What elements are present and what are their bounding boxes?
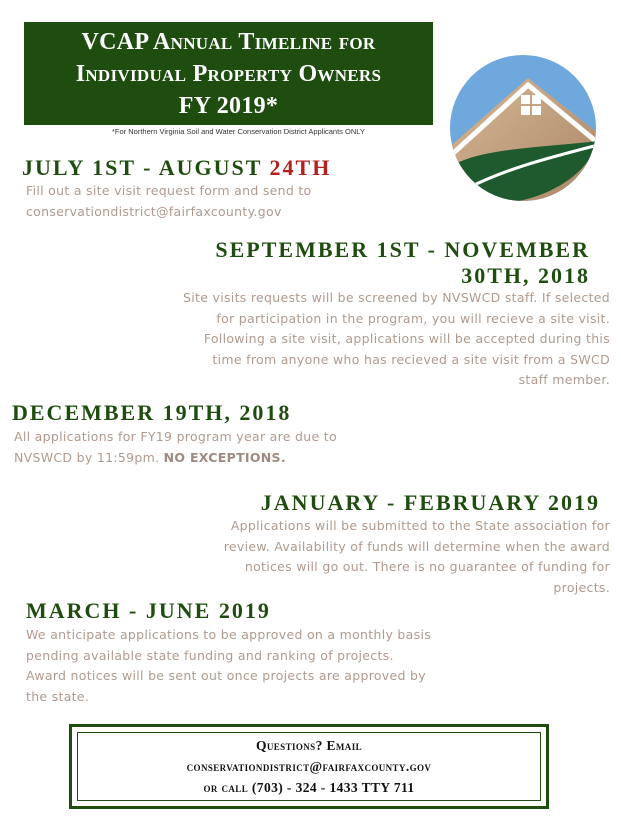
heading-line-2: 30TH, 2018 [461,263,590,288]
title-banner [24,22,433,125]
body-text: All applications for FY19 program year are due to NVSWCD by 11:59pm. [14,429,337,465]
section-heading-july-august [22,155,331,181]
title-line-2: Individual Property Owners [75,60,382,87]
title-line-1: VCAP Annual Timeline for [81,28,376,55]
house-leaf-logo-icon [448,53,598,203]
section-body-september-november: Site visits requests will be screened by NVSWCD staff. If selected for participation in the program, you will recieve a site visit. Following a site visit, applications will be accepted during this time from anyone who has recieved a site visit from a SWCD staff member. [183,290,610,387]
contact-line-1: Questions? Email [255,738,363,753]
heading-line-1: SEPTEMBER 1ST - NOVEMBER [215,237,590,262]
section-body-january-february: Applications will be submitted to the State association for review. Availability of funds will determine when the award notices will go out. There is no guarantee of funding for projects. [223,518,610,595]
section-heading-september-november [150,237,590,289]
no-exceptions-text: NO EXCEPTIONS. [163,449,286,465]
footnote: *For Northern Virginia Soil and Water Conservation District Applicants ONLY [112,127,365,136]
section-heading-january-february: JANUARY - FEBRUARY 2019 [260,490,600,515]
section-body-march-june: We anticipate applications to be approved on a monthly basis pending available state funding and ranking of projects. Award notices will be sent out once projects are approved by the state. [26,627,432,704]
section-heading-march-june: MARCH - JUNE 2019 [26,598,271,623]
contact-phone: or call (703) - 324 - 1433 TTY 711 [203,780,415,795]
section-body-december [14,427,374,468]
section-body-july-august: Fill out a site visit request form and send to conservationdistrict@fairfaxcounty.gov [26,183,312,219]
section-heading-december: DECEMBER 19TH, 2018 [12,400,292,425]
contact-email[interactable]: conservationdistrict@fairfaxcounty.gov [186,759,432,774]
heading-accent-text: 24TH [269,155,332,180]
contact-box [69,724,549,809]
heading-main-text: JULY 1ST - AUGUST [22,155,270,180]
title-line-3: FY 2019* [178,92,279,119]
contact-inner [77,732,541,801]
